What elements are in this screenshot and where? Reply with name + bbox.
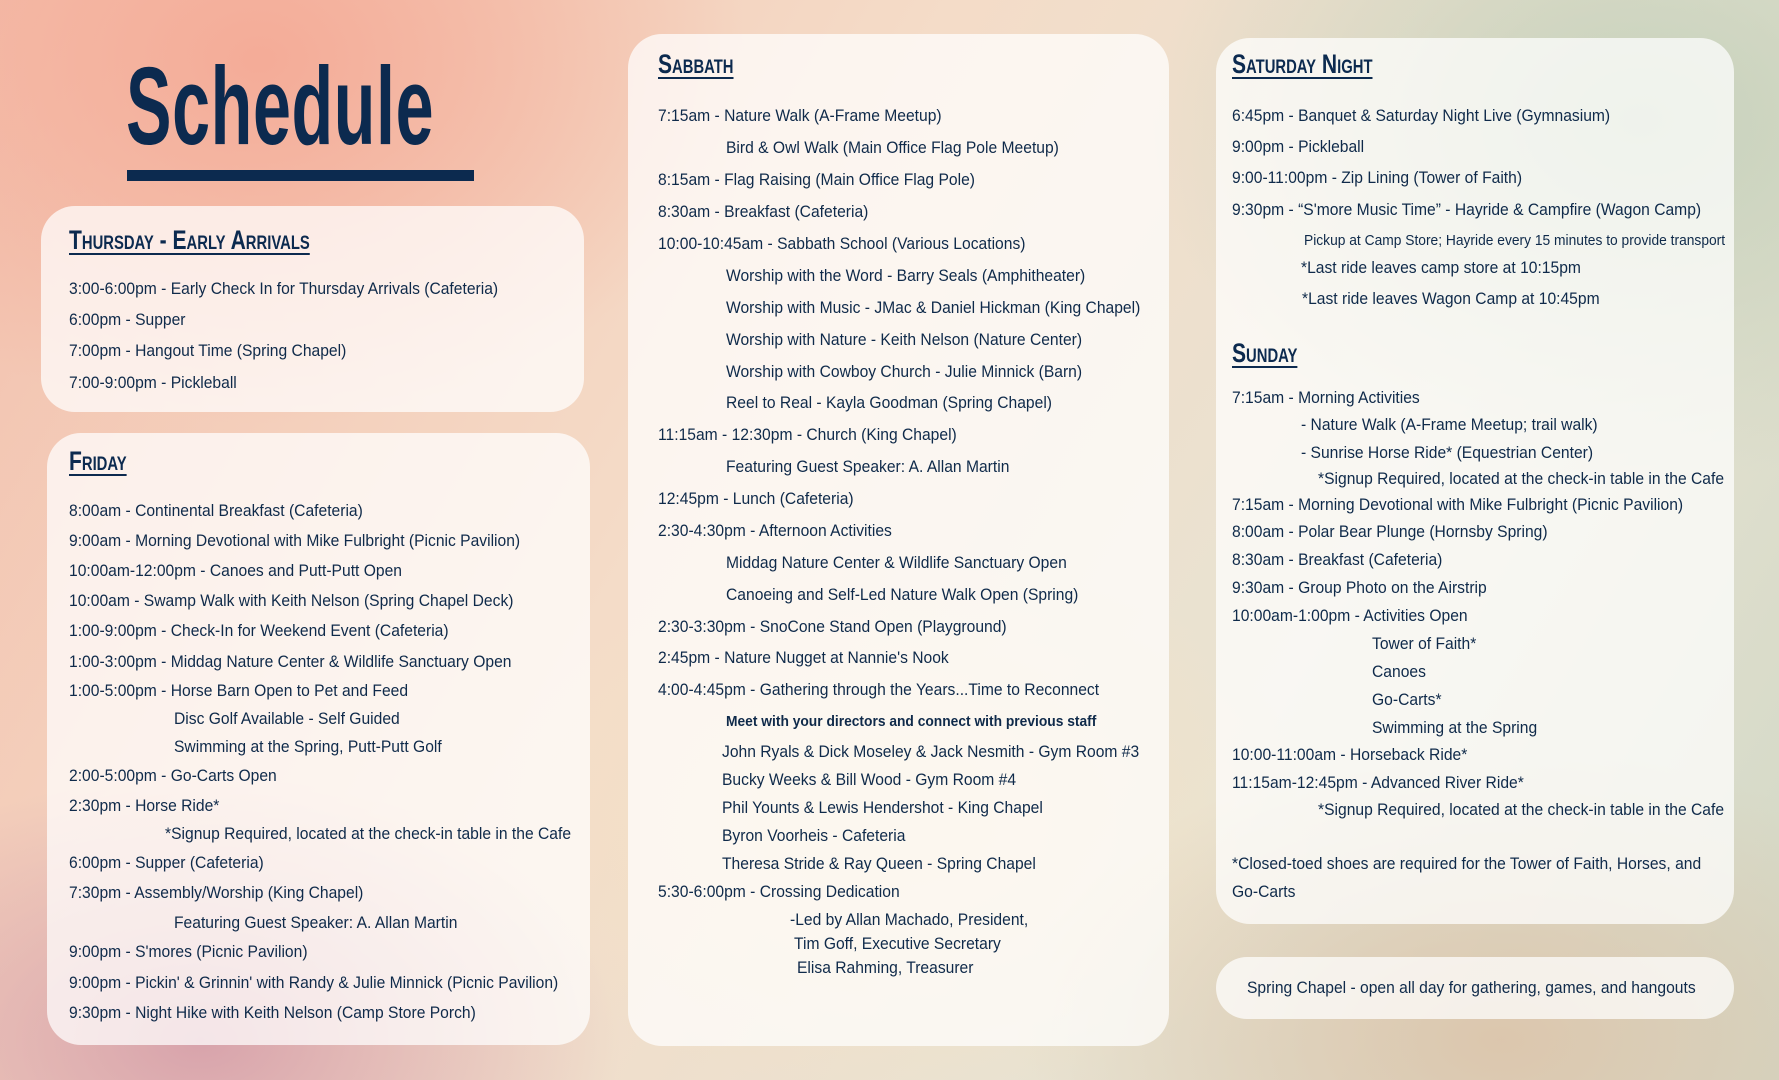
schedule-line: Featuring Guest Speaker: A. Allan Martin bbox=[174, 913, 458, 932]
schedule-line: Go-Carts* bbox=[1372, 690, 1442, 709]
schedule-line: 7:15am - Morning Activities bbox=[1232, 388, 1420, 407]
title-underline bbox=[127, 170, 474, 181]
schedule-line: Canoeing and Self-Led Nature Walk Open (Spring) bbox=[726, 585, 1079, 604]
schedule-line: 6:00pm - Supper bbox=[69, 310, 186, 329]
schedule-line: 9:00am - Morning Devotional with Mike Fulbright (Picnic Pavilion) bbox=[69, 531, 521, 550]
thursday-heading: Thursday - Early Arrivals bbox=[69, 225, 310, 255]
schedule-line: 9:30pm - “S'more Music Time” - Hayride & Campfire (Wagon Camp) bbox=[1232, 200, 1702, 219]
saturday-night-heading: Saturday Night bbox=[1232, 49, 1373, 79]
schedule-line: - Sunrise Horse Ride* (Equestrian Center) bbox=[1301, 443, 1594, 462]
schedule-line: 4:00-4:45pm - Gathering through the Years...Time to Reconnect bbox=[658, 680, 1100, 699]
schedule-line: 2:30pm - Horse Ride* bbox=[69, 796, 220, 815]
schedule-line: - Nature Walk (A-Frame Meetup; trail walk) bbox=[1301, 415, 1598, 434]
schedule-line: 10:00am-12:00pm - Canoes and Putt-Putt Open bbox=[69, 561, 402, 580]
schedule-line: 11:15am - 12:30pm - Church (King Chapel) bbox=[658, 425, 957, 444]
schedule-line: *Last ride leaves camp store at 10:15pm bbox=[1301, 258, 1581, 277]
friday-heading: Friday bbox=[69, 446, 127, 476]
schedule-line: Byron Voorheis - Cafeteria bbox=[722, 826, 906, 845]
schedule-line: 1:00-3:00pm - Middag Nature Center & Wildlife Sanctuary Open bbox=[69, 652, 512, 671]
schedule-line: 7:30pm - Assembly/Worship (King Chapel) bbox=[69, 883, 364, 902]
schedule-line: 9:00pm - Pickleball bbox=[1232, 137, 1365, 156]
schedule-line: Tim Goff, Executive Secretary bbox=[794, 934, 1001, 953]
schedule-line: Featuring Guest Speaker: A. Allan Martin bbox=[726, 457, 1010, 476]
schedule-line: 2:30-3:30pm - SnoCone Stand Open (Playground) bbox=[658, 617, 1007, 636]
sunday-heading: Sunday bbox=[1232, 338, 1298, 368]
schedule-line: Canoes bbox=[1372, 662, 1426, 681]
schedule-line: 1:00-9:00pm - Check-In for Weekend Event (Cafeteria) bbox=[69, 621, 449, 640]
schedule-line: 8:00am - Polar Bear Plunge (Hornsby Spring) bbox=[1232, 522, 1548, 541]
schedule-line: Bucky Weeks & Bill Wood - Gym Room #4 bbox=[722, 770, 1017, 789]
schedule-line: 10:00am - Swamp Walk with Keith Nelson (Spring Chapel Deck) bbox=[69, 591, 514, 610]
schedule-line: 9:00-11:00pm - Zip Lining (Tower of Faith) bbox=[1232, 168, 1523, 187]
sabbath-heading: Sabbath bbox=[658, 49, 734, 79]
schedule-line: 2:45pm - Nature Nugget at Nannie's Nook bbox=[658, 648, 949, 667]
footnote: Go-Carts bbox=[1232, 882, 1296, 901]
schedule-line: 9:30am - Group Photo on the Airstrip bbox=[1232, 578, 1487, 597]
schedule-line: 2:30-4:30pm - Afternoon Activities bbox=[658, 521, 892, 540]
schedule-line: John Ryals & Dick Moseley & Jack Nesmith - Gym Room #3 bbox=[722, 742, 1140, 761]
schedule-line: 7:15am - Nature Walk (A-Frame Meetup) bbox=[658, 106, 942, 125]
schedule-line: 8:00am - Continental Breakfast (Cafeteria) bbox=[69, 501, 363, 520]
schedule-line: 6:00pm - Supper (Cafeteria) bbox=[69, 853, 264, 872]
schedule-line: 6:45pm - Banquet & Saturday Night Live (Gymnasium) bbox=[1232, 106, 1611, 125]
schedule-line: Middag Nature Center & Wildlife Sanctuary Open bbox=[726, 553, 1067, 572]
schedule-line: Disc Golf Available - Self Guided bbox=[174, 709, 400, 728]
schedule-line: 2:00-5:00pm - Go-Carts Open bbox=[69, 766, 277, 785]
schedule-line: 5:30-6:00pm - Crossing Dedication bbox=[658, 882, 900, 901]
schedule-line: 9:30pm - Night Hike with Keith Nelson (Camp Store Porch) bbox=[69, 1003, 476, 1022]
schedule-line: 3:00-6:00pm - Early Check In for Thursday Arrivals (Cafeteria) bbox=[69, 279, 499, 298]
page-title: Schedule bbox=[126, 45, 435, 168]
schedule-line: *Last ride leaves Wagon Camp at 10:45pm bbox=[1302, 289, 1600, 308]
schedule-line: 7:00-9:00pm - Pickleball bbox=[69, 373, 237, 392]
schedule-line: 1:00-5:00pm - Horse Barn Open to Pet and Feed bbox=[69, 681, 409, 700]
schedule-line: *Signup Required, located at the check-in table in the Cafe bbox=[165, 824, 572, 843]
schedule-line: Worship with Cowboy Church - Julie Minnick (Barn) bbox=[726, 362, 1083, 381]
schedule-line: Pickup at Camp Store; Hayride every 15 minutes to provide transport bbox=[1304, 232, 1726, 249]
schedule-line: 8:30am - Breakfast (Cafeteria) bbox=[658, 202, 869, 221]
schedule-line: Bird & Owl Walk (Main Office Flag Pole Meetup) bbox=[726, 138, 1059, 157]
schedule-line: Elisa Rahming, Treasurer bbox=[797, 958, 974, 977]
schedule-line: 9:00pm - Pickin' & Grinnin' with Randy & Julie Minnick (Picnic Pavilion) bbox=[69, 973, 559, 992]
schedule-line: 7:00pm - Hangout Time (Spring Chapel) bbox=[69, 341, 347, 360]
footnote: *Closed-toed shoes are required for the Tower of Faith, Horses, and bbox=[1232, 854, 1702, 873]
schedule-line: 7:15am - Morning Devotional with Mike Fulbright (Picnic Pavilion) bbox=[1232, 495, 1684, 514]
schedule-line: Swimming at the Spring bbox=[1372, 718, 1538, 737]
schedule-line: Phil Younts & Lewis Hendershot - King Chapel bbox=[722, 798, 1043, 817]
schedule-line: *Signup Required, located at the check-in table in the Cafe bbox=[1318, 469, 1725, 488]
schedule-line: -Led by Allan Machado, President, bbox=[790, 910, 1029, 929]
schedule-line: 8:15am - Flag Raising (Main Office Flag Pole) bbox=[658, 170, 975, 189]
spring-chapel-note: Spring Chapel - open all day for gathering, games, and hangouts bbox=[1247, 978, 1696, 997]
schedule-line: Reel to Real - Kayla Goodman (Spring Chapel) bbox=[726, 393, 1052, 412]
schedule-line: 12:45pm - Lunch (Cafeteria) bbox=[658, 489, 854, 508]
schedule-line: 10:00am-1:00pm - Activities Open bbox=[1232, 606, 1468, 625]
schedule-line: Worship with Nature - Keith Nelson (Nature Center) bbox=[726, 330, 1083, 349]
schedule-line: 11:15am-12:45pm - Advanced River Ride* bbox=[1232, 773, 1524, 792]
schedule-line: Meet with your directors and connect with previous staff bbox=[726, 713, 1097, 730]
schedule-line: Theresa Stride & Ray Queen - Spring Chapel bbox=[722, 854, 1036, 873]
schedule-line: 10:00-11:00am - Horseback Ride* bbox=[1232, 745, 1468, 764]
schedule-line: Swimming at the Spring, Putt-Putt Golf bbox=[174, 737, 442, 756]
schedule-line: Worship with Music - JMac & Daniel Hickman (King Chapel) bbox=[726, 298, 1141, 317]
schedule-line: 10:00-10:45am - Sabbath School (Various Locations) bbox=[658, 234, 1026, 253]
schedule-line: 9:00pm - S'mores (Picnic Pavilion) bbox=[69, 942, 308, 961]
schedule-line: Worship with the Word - Barry Seals (Amphitheater) bbox=[726, 266, 1086, 285]
schedule-line: *Signup Required, located at the check-in table in the Cafe bbox=[1318, 800, 1725, 819]
schedule-line: Tower of Faith* bbox=[1372, 634, 1477, 653]
schedule-line: 8:30am - Breakfast (Cafeteria) bbox=[1232, 550, 1443, 569]
